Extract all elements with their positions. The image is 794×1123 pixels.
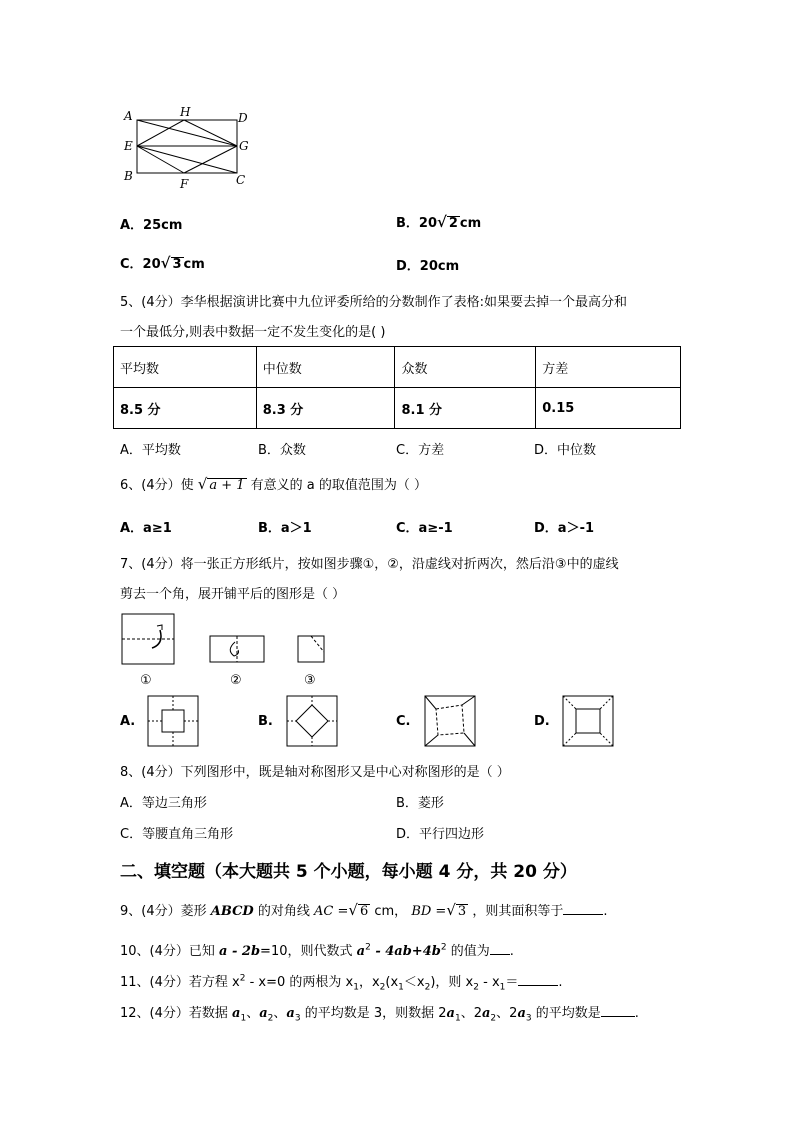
q5-option-a[interactable]: A．平均数 [120,443,181,458]
q5-stem-line2: 一个最低分,则表中数据一定不发生变化的是( ) [120,325,386,340]
q6-prefix: 6、(4分）使 [120,478,194,493]
step2-label: ② [230,673,242,688]
segment-gf [184,146,237,173]
segment-ec [137,146,237,173]
q7-option-d-figure[interactable] [562,695,614,747]
stats-table [113,346,681,429]
q7-option-b-label[interactable]: B. [258,714,273,729]
q10-expr1: a - 2b [219,944,261,959]
value-mean: 8.5 分 [114,388,257,429]
label-e: E [124,139,133,153]
q7-option-a-label[interactable]: A. [120,714,136,729]
q4-option-b[interactable] [396,212,481,231]
value-variance: 0.15 [536,388,681,429]
q7-option-c-figure[interactable] [424,695,476,747]
segment-fe [137,146,184,173]
q11-mid4: ＜x [403,975,425,990]
q12-suffix: 的平均数是 [535,1006,601,1021]
q6-radicand: a + 1 [209,478,245,493]
q4-option-d[interactable]: D．20cm [396,259,460,274]
q9-answer-blank[interactable] [563,902,603,915]
header-mode: 众数 [395,347,536,388]
q10-expr2b: - 4ab+4b [370,944,441,959]
value-mode: 8.1 分 [395,388,536,429]
sqrt-icon: √ [160,254,171,272]
q9-ac-radicand: 6 [359,904,369,919]
segment-hg [184,120,237,146]
label-h: H [180,105,191,119]
rectangle-figure [118,100,258,195]
q10-answer-blank[interactable] [490,942,510,955]
sqrt-icon: √ [437,213,447,231]
q9-stem [120,900,607,919]
q9-bd-radicand: 3 [457,904,467,919]
q10-suffix: 的值为 [450,944,490,959]
q9-end: . [603,904,608,919]
q10-mid: =10，则代数式 [260,944,353,959]
q7-option-b-figure[interactable] [286,695,338,747]
label-a: A [124,109,133,123]
q5-option-c[interactable]: C．方差 [396,443,445,458]
q6-suffix: 有意义的 a 的取值范围为（ ） [250,478,428,493]
q12-answer-blank[interactable] [601,1004,635,1017]
q4-option-a[interactable]: A．25cm [120,218,183,233]
q9-ac: AC = [314,904,349,919]
q9-unit: cm， [374,904,408,919]
q6-option-d[interactable]: D．a＞-1 [534,521,595,536]
header-variance: 方差 [536,347,681,388]
q10-expr2a: a [356,944,366,959]
section-title: 二、填空题（本大题共 5 个小题，每小题 4 分，共 20 分） [120,862,577,882]
label-d: D [238,111,248,125]
table-header-row [114,347,681,388]
q12-prefix: 12、(4分）若数据 [120,1006,228,1021]
sqrt-icon: √ [446,901,456,919]
label-f: F [180,177,189,191]
q12-mid: 的平均数是 3，则数据 2 [304,1006,447,1021]
q6-stem [120,474,427,493]
q6-option-b[interactable]: B．a＞1 [258,521,312,536]
q8-option-c[interactable]: C．等腰直角三角形 [120,827,234,842]
q10-prefix: 10、(4分）已知 [120,944,215,959]
q4-option-c-prefix: C．20 [120,257,161,272]
q7-option-a-figure[interactable] [147,695,199,747]
q5-option-b[interactable]: B．众数 [258,443,306,458]
q11-suffix: ＝ [505,975,519,990]
q11-mid2: ，x [358,975,380,990]
q11-answer-blank[interactable] [518,973,558,986]
label-b: B [124,169,133,183]
q9-suffix: ，则其面积等于 [472,904,564,919]
q7-stem-line1: 7、(4分）将一张正方形纸片，按如图步骤①，②，沿虚线对折两次，然后沿③中的虚线 [120,557,619,572]
label-g: G [239,139,249,153]
q4-option-b-radicand: 2 [448,216,458,231]
q8-option-a[interactable]: A．等边三角形 [120,796,207,811]
q4-option-c[interactable] [120,253,205,272]
q11-end: . [558,975,563,990]
sqrt-icon: √ [348,901,358,919]
step1-label: ① [140,673,152,688]
segment-ag [137,120,237,146]
q12-end: . [634,1006,639,1021]
q4-option-b-unit: cm [459,216,482,231]
sqrt-icon: √ [197,475,208,493]
q12-stem: 12、(4分）若数据 $a_1$、$a_2$、$a_3$ 的平均数是 3，则数据 $2a_1$、$2a_2$、$2a_3$ 的平均数是 . [120,1006,639,1024]
q8-option-d[interactable]: D．平行四边形 [396,827,485,842]
value-median: 8.3 分 [256,388,395,429]
q11-mid5: )，则 x [430,975,474,990]
q6-option-c[interactable]: C．a≥-1 [396,521,453,536]
q10-stem: 10、(4分）已知 a - 2b=10，则代数式 $a^2 - 4ab+4b^2$ 的值为 . [120,942,514,959]
label-c: C [236,173,246,187]
q11-mid3: (x [385,975,399,990]
step3-label: ③ [304,673,316,688]
q6-option-a[interactable]: A．a≥1 [120,521,172,536]
header-median: 中位数 [256,347,395,388]
q9-shape-name: ABCD [210,904,254,919]
q10-end: . [509,944,514,959]
q11-mid: - x=0 的两根为 x [245,975,354,990]
q8-stem: 8、(4分）下列图形中，既是轴对称图形又是中心对称图形的是（ ） [120,765,510,780]
q11-mid6: - x [478,975,500,990]
segment-eh [137,120,184,146]
table-row [114,388,681,429]
q7-stem-line2: 剪去一个角，展开铺平后的图形是（ ） [120,587,346,602]
q7-option-c-label[interactable]: C. [396,714,411,729]
q4-option-c-unit: cm [183,257,205,272]
q4-option-c-radicand: 3 [172,257,182,272]
fold-steps-figure [118,612,338,692]
step3-square [298,636,324,662]
q9-bd: BD = [411,904,447,919]
header-mean: 平均数 [114,347,257,388]
q5-option-d[interactable]: D．中位数 [534,443,597,458]
q11-prefix: 11、(4分）若方程 x [120,975,240,990]
step3-cut-line [311,636,324,652]
q11-stem: 11、(4分）若方程 $x^2 - x=0$ 的两根为 $x_1$，$x_2(x_1<x_2)$，则 $x_2 - x_1=$ . [120,973,563,993]
q5-stem-line1: 5、(4分）李华根据演讲比赛中九位评委所给的分数制作了表格:如果要去掉一个最高分和 [120,295,627,310]
q9-mid: 的对角线 [257,904,310,919]
q7-option-d-label[interactable]: D. [534,714,550,729]
q8-option-b[interactable]: B．菱形 [396,796,444,811]
q9-prefix: 9、(4分）菱形 [120,904,207,919]
q4-option-b-prefix: B．20 [396,216,437,231]
